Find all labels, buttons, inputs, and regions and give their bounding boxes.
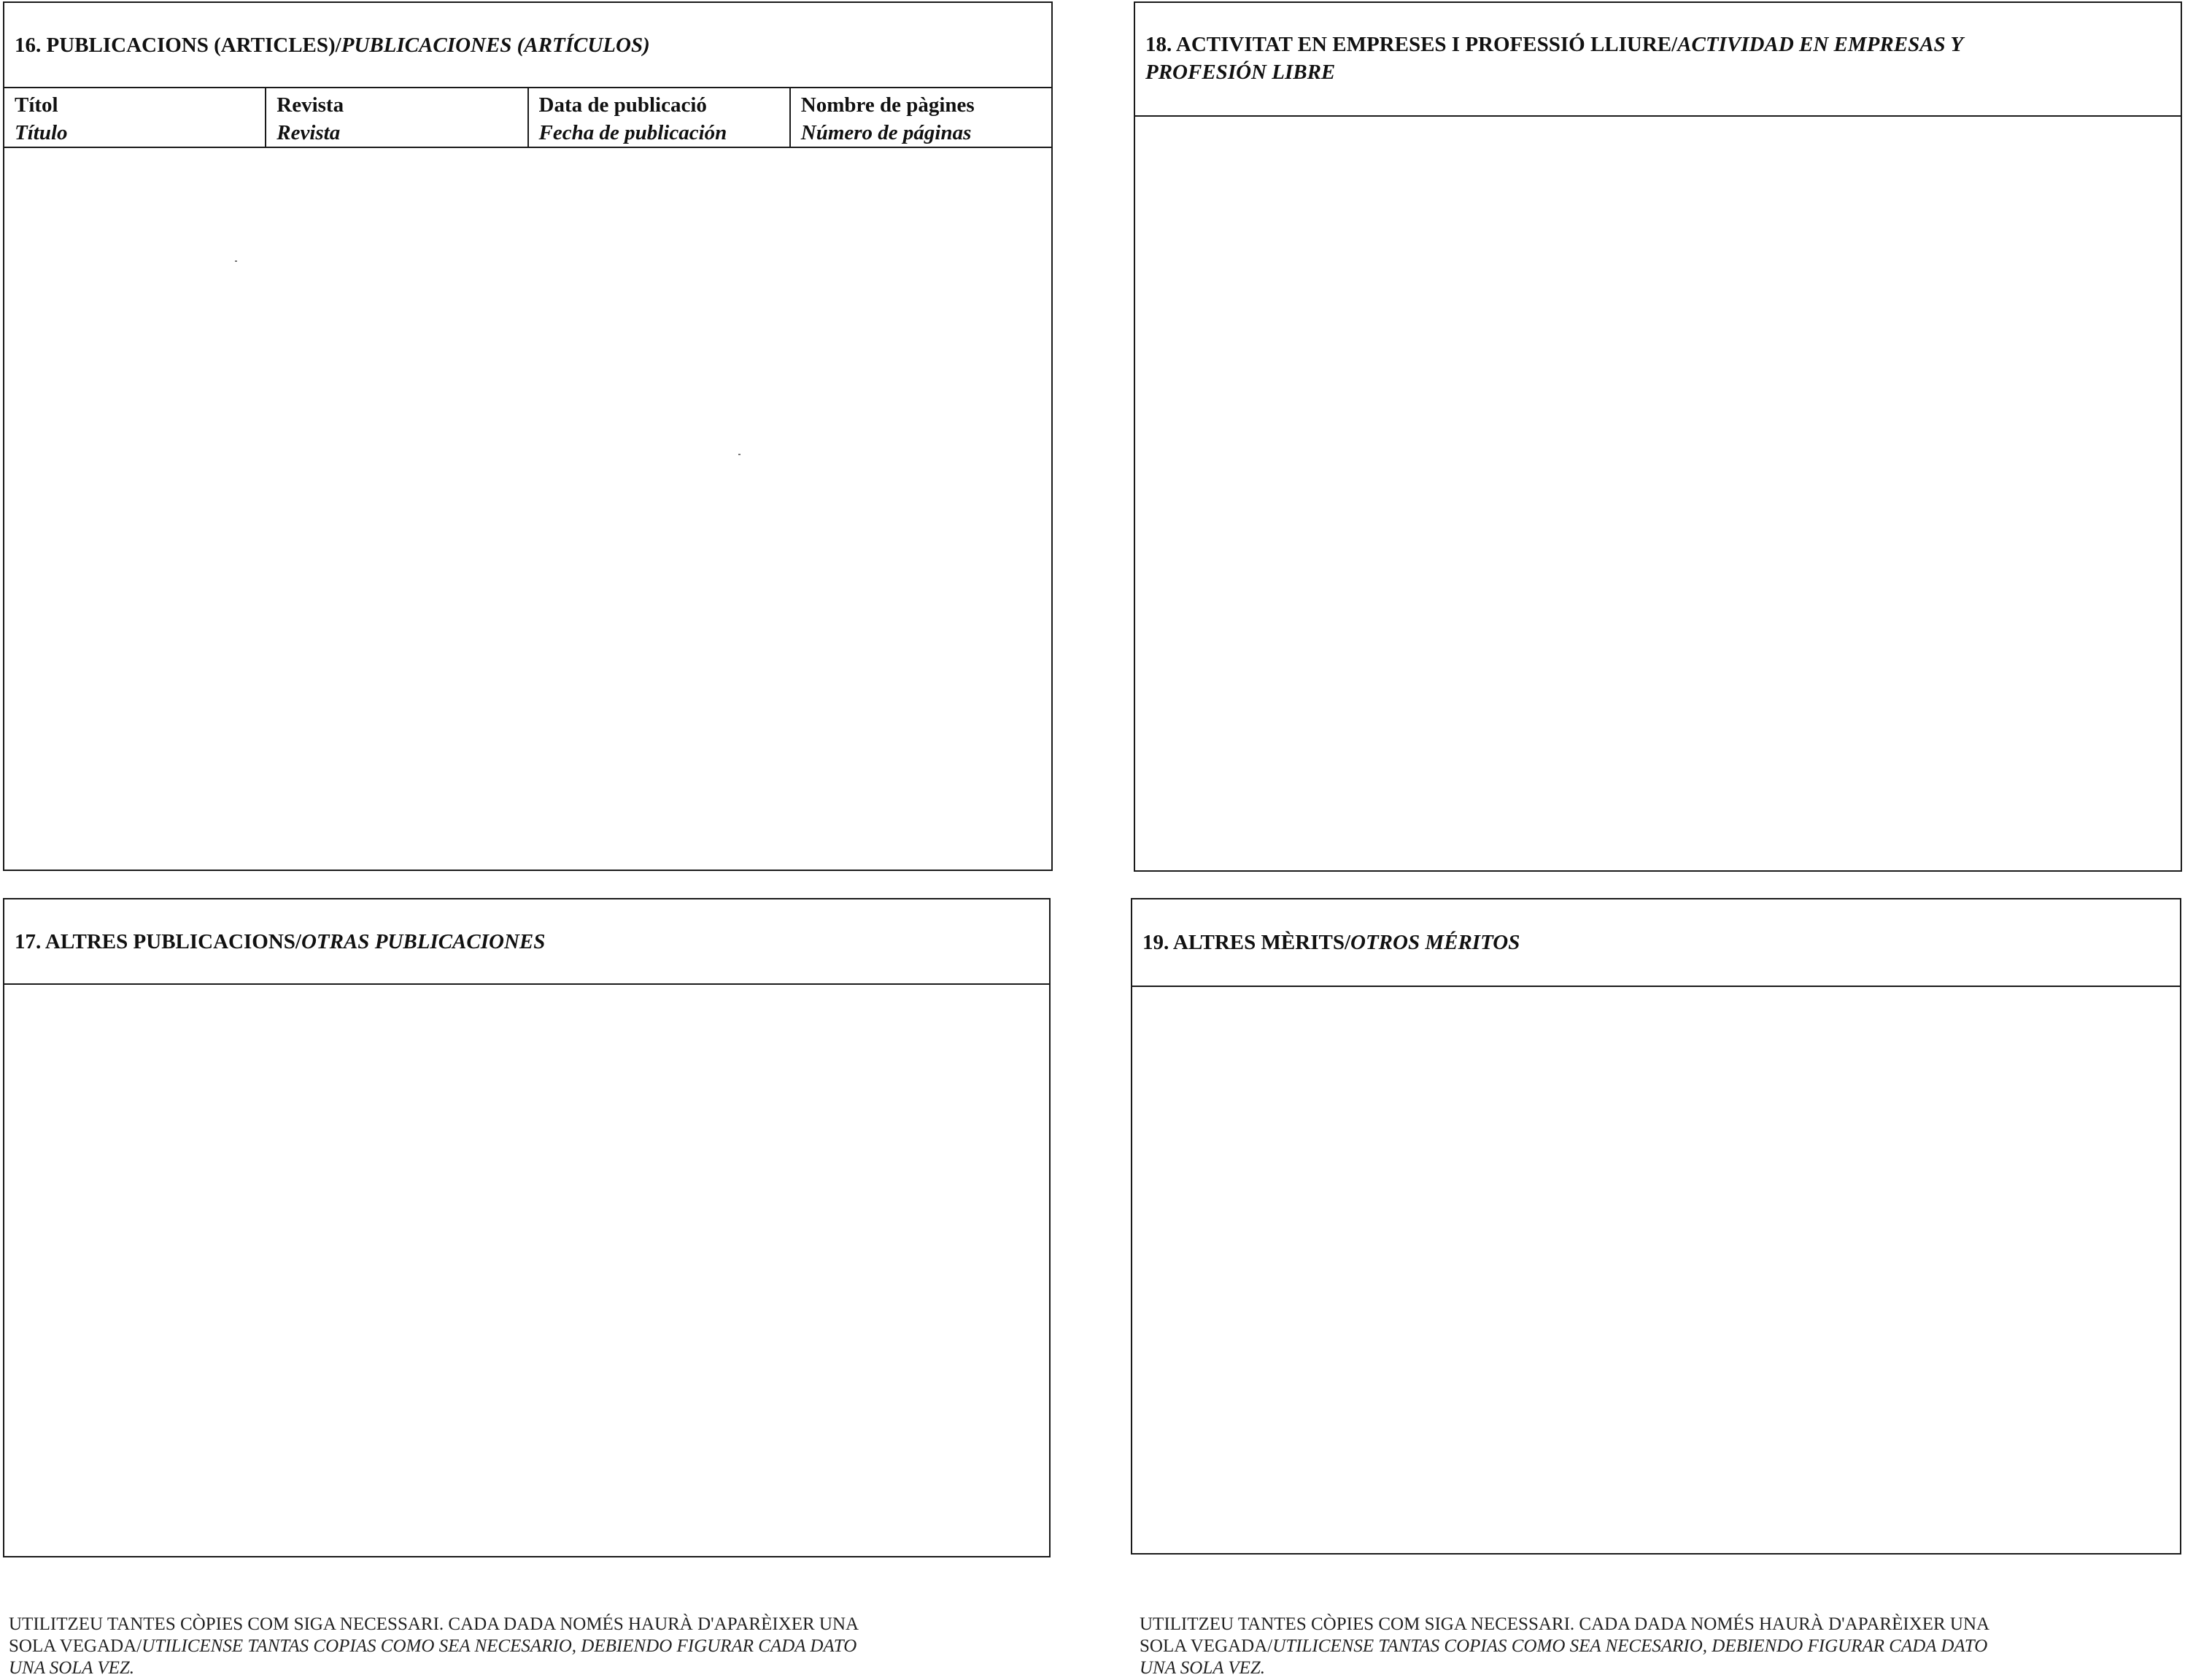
section-17-title: 17. ALTRES PUBLICACIONS/OTRAS PUBLICACIONES [15,929,546,953]
section-18-entry-area[interactable] [1135,117,2181,870]
section-17-header [4,899,1049,985]
section-19-box [1131,898,2181,1555]
section-19-entry-area[interactable] [1132,987,2180,1553]
section-18-title: 18. ACTIVITAT EN EMPRESES I PROFESSIÓ LLIURE/ACTIVIDAD EN EMPRESAS Y PROFESIÓN LIBRE [1145,33,1964,84]
column-header-publication-date: Data de publicació Fecha de publicación [529,88,791,147]
scan-speck [235,260,237,262]
section-18-header [1135,3,2181,117]
scan-speck [738,454,740,455]
column-header-page-count: Nombre de pàgines Número de páginas [800,93,975,144]
section-16-column-headers [4,88,1051,148]
section-16-header [4,3,1051,88]
section-18-box [1134,1,2182,872]
section-17-box [3,898,1051,1557]
column-header-journal: Revista Revista [266,88,528,147]
section-19-title: 19. ALTRES MÈRITS/OTROS MÉRITOS [1142,931,1520,954]
column-header-title: Títol Título [4,88,266,147]
footer-note-right: UTILITZEU TANTES CÒPIES COM SIGA NECESSARI. CADA DADA NOMÉS HAURÀ D'APARÈIXER UNA SOLA VEGADA/UTILICENSE TANTAS COPIAS COMO SEA NECESARIO, DEBIENDO FIGURAR CADA DATO UNA SOLA VEZ. [1140,1614,1990,1678]
footer-note-left: UTILITZEU TANTES CÒPIES COM SIGA NECESSARI. CADA DADA NOMÉS HAURÀ D'APARÈIXER UNA SOLA VEGADA/UTILICENSE TANTAS COPIAS COMO SEA NECESARIO, DEBIENDO FIGURAR CADA DATO UNA SOLA VEZ. [9,1614,859,1678]
section-19-header [1132,899,2180,987]
section-16-title: 16. PUBLICACIONS (ARTICLES)/PUBLICACIONES (ARTÍCULOS) [15,33,650,57]
section-17-entry-area[interactable] [4,985,1049,1556]
section-16-box [3,1,1053,871]
section-16-entry-area[interactable] [4,148,1051,870]
